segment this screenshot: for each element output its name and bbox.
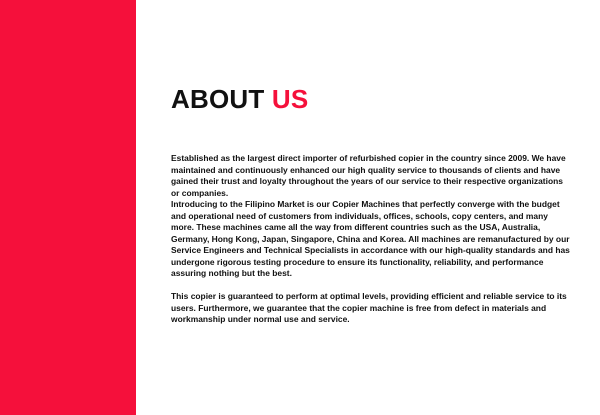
title-word-about: ABOUT [171, 84, 272, 114]
paragraph-products: Introducing to the Filipino Market is our Copier Machines that perfectly converge with the budget and operational need of customers from individuals, offices, schools, copy centers, and many more. These machines came all the way from different countries such as the USA, Australia, Germany, Hong Kong, Japan, Singapore, China and Korea. All machines are remanufactured by our Service Engineers and Technical Specialists in accordance with our high-quality standards and has undergone rigorous testing procedure to ensure its functionality, reliability, and performance assuring nothing but the best. [171, 199, 570, 278]
page-title [171, 82, 308, 116]
paragraph-history: Established as the largest direct importer of refurbished copier in the country since 2009. We have maintained and continuously enhanced our high quality service to thousands of clients and have gained their trust and loyalty throughout the years of our service to their respective organizations or companies. [171, 153, 566, 198]
paragraph-guarantee: This copier is guaranteed to perform at optimal levels, providing efficient and reliable service to its users. Furthermore, we guarantee that the copier machine is free from defect in materials and workmanship under normal use and service. [171, 291, 567, 324]
title-word-us: US [271, 84, 309, 114]
about-body-text [171, 153, 571, 326]
accent-side-bar [0, 0, 136, 415]
